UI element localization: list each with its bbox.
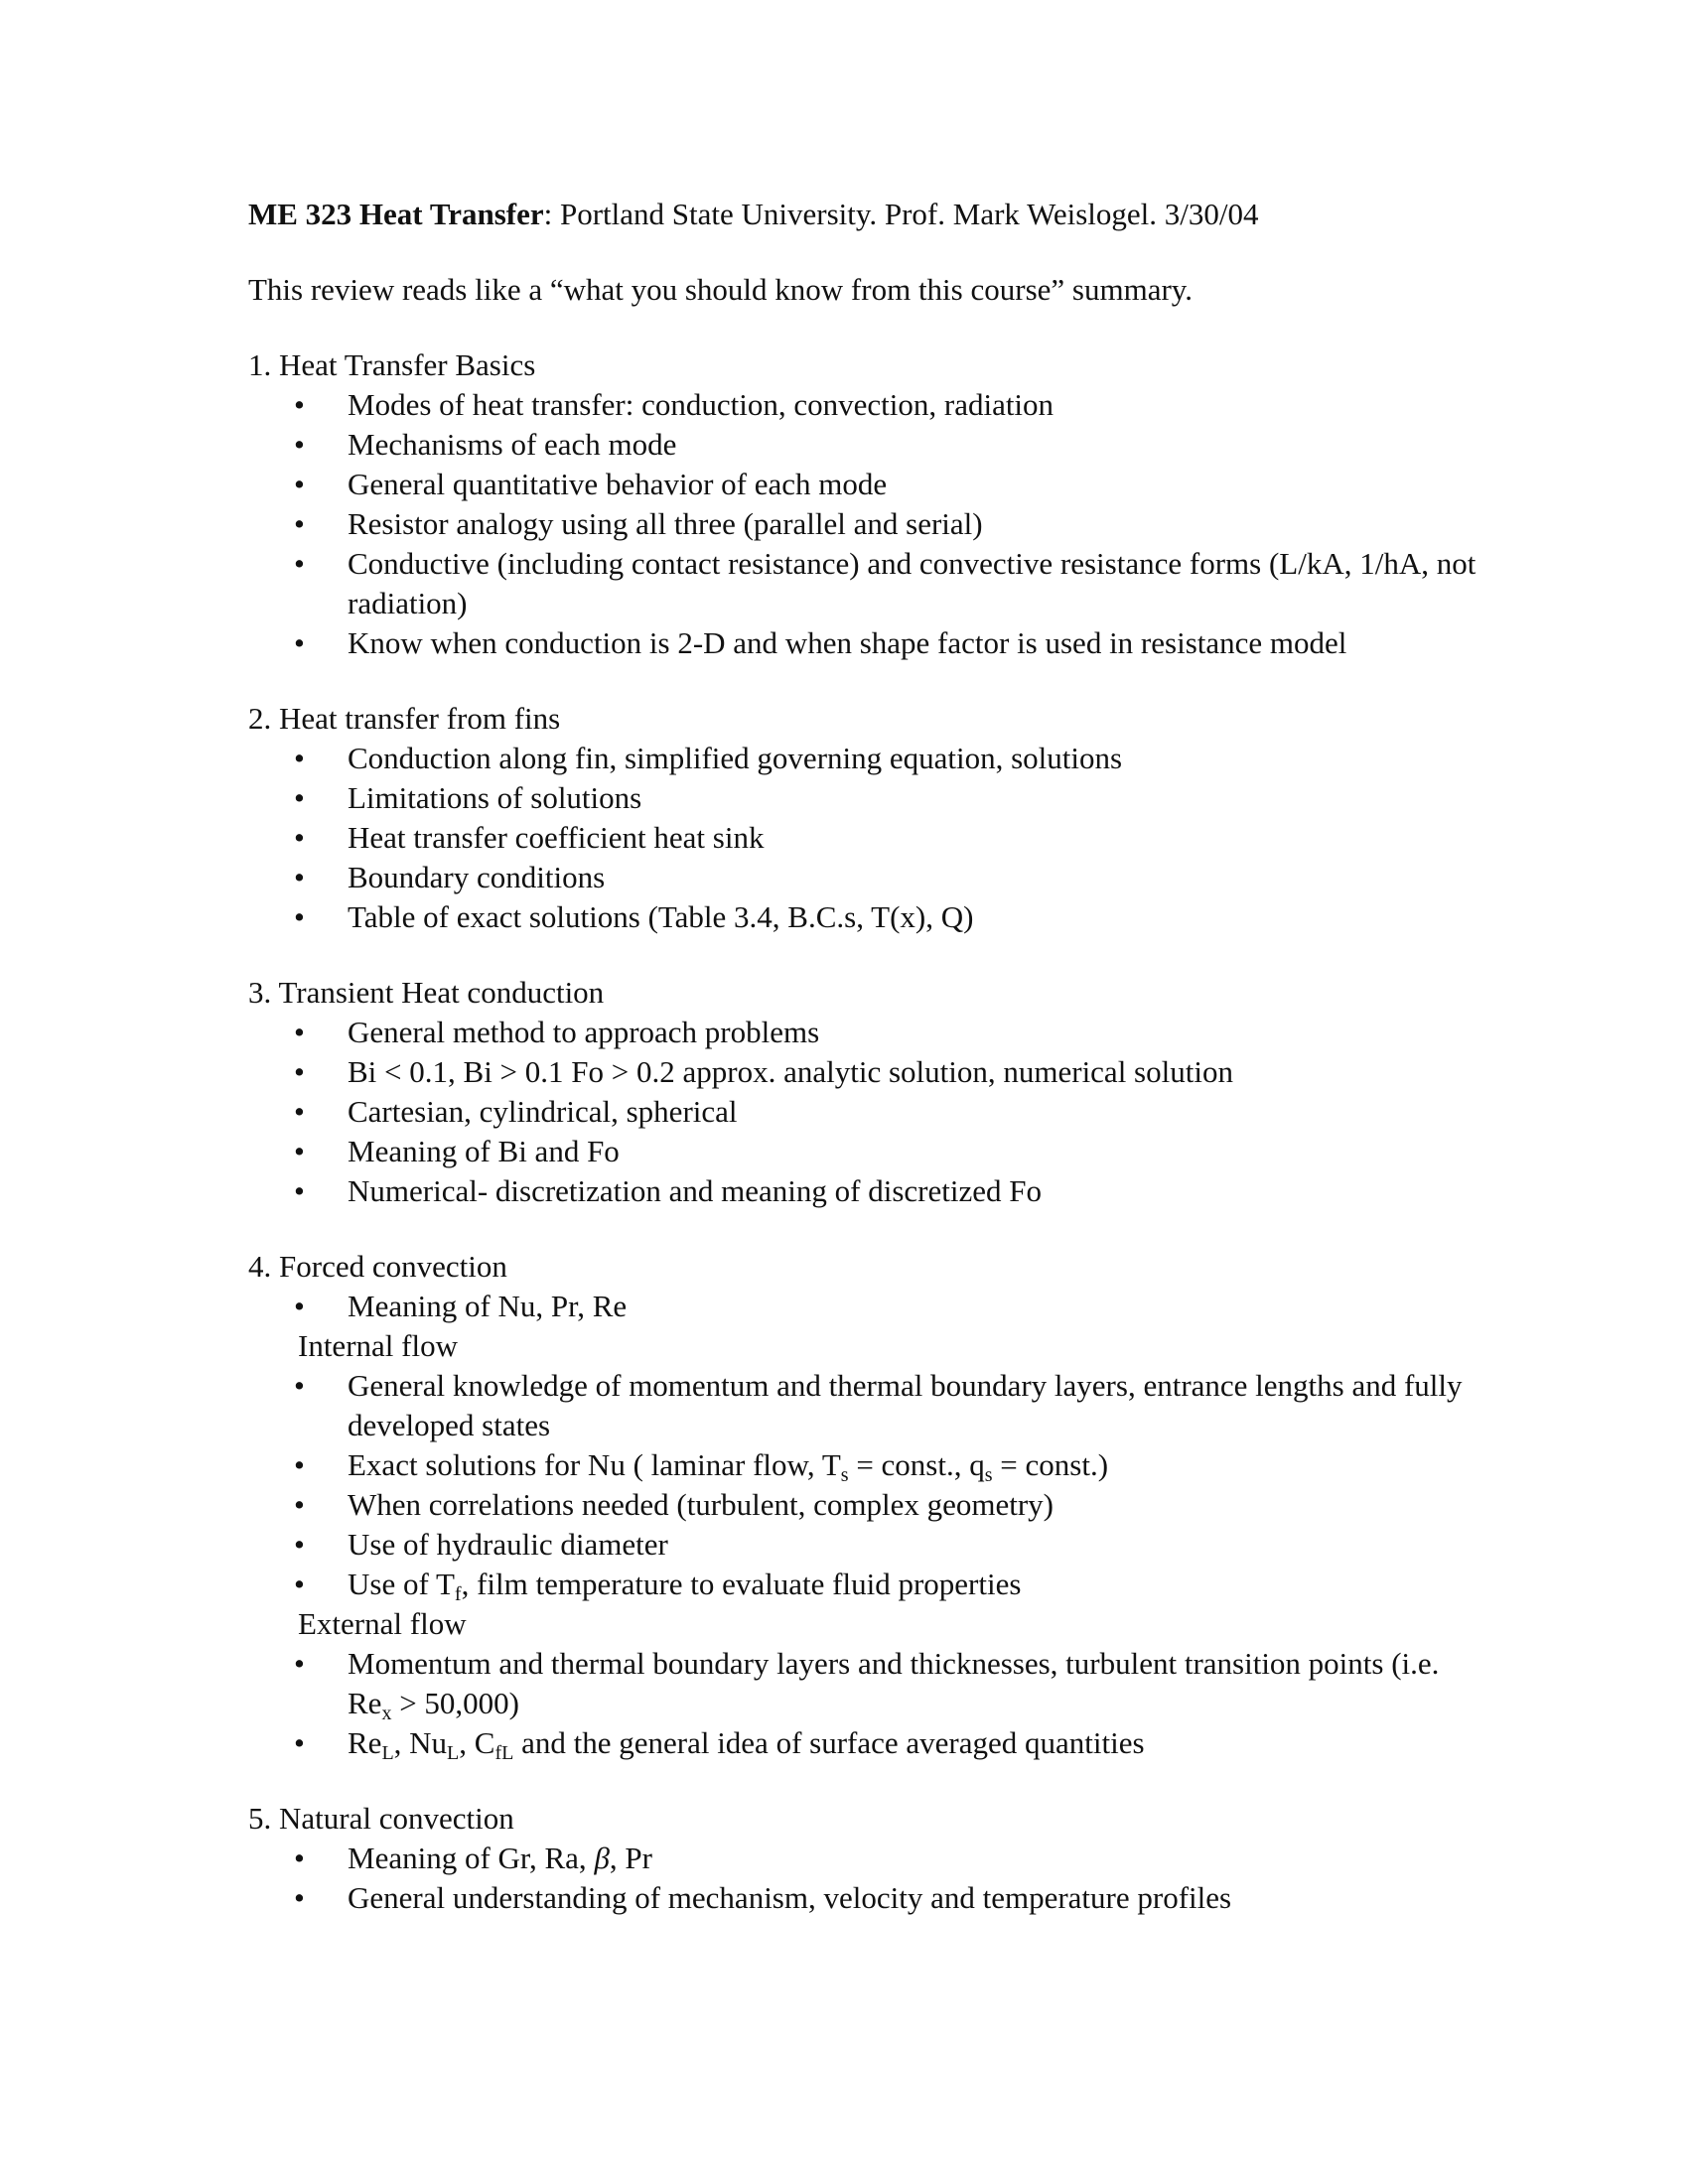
section-forced-convection: [248, 1247, 1479, 1763]
bullet-icon: •: [294, 1054, 305, 1089]
bullet-icon: •: [294, 1567, 305, 1601]
list-item-text: General method to approach problems: [348, 1015, 820, 1049]
document-page: [248, 195, 1479, 1954]
bullet-icon: •: [294, 625, 305, 660]
list-item-text: [348, 1841, 652, 1875]
bullet-icon: •: [294, 467, 305, 501]
list-item: [248, 1171, 1479, 1211]
list-item-text: Meaning of Bi and Fo: [348, 1134, 620, 1168]
list-item: [248, 1366, 1479, 1445]
list-item: [248, 1723, 1479, 1763]
intro-paragraph: This review reads like a “what you should know from this course” summary.: [248, 272, 1194, 307]
subscript: s: [984, 1464, 993, 1486]
bullet-list: [248, 1644, 1479, 1763]
bullet-icon: •: [294, 1880, 305, 1915]
list-item-text: Limitations of solutions: [348, 780, 642, 815]
list-item-text: [348, 1567, 1022, 1605]
list-item-text: General quantitative behavior of each mode: [348, 467, 888, 501]
bullet-icon: •: [294, 780, 305, 815]
subscript: s: [840, 1464, 849, 1486]
list-item: [248, 1485, 1479, 1525]
text-fragment: , film temperature to evaluate fluid properties: [461, 1567, 1022, 1601]
beta-symbol: β: [594, 1841, 610, 1875]
text-fragment: , Pr: [609, 1841, 652, 1875]
text-fragment: and the general idea of surface averaged quantities: [513, 1725, 1145, 1760]
bullet-list: [248, 385, 1479, 663]
subscript: fL: [494, 1742, 514, 1764]
list-item-text: Table of exact solutions (Table 3.4, B.C.s, T(x), Q): [348, 899, 974, 934]
course-title: ME 323 Heat Transfer: [248, 197, 544, 231]
bullet-icon: •: [294, 1487, 305, 1522]
text-fragment: Re: [348, 1725, 382, 1760]
bullet-icon: •: [294, 1646, 305, 1681]
bullet-icon: •: [294, 860, 305, 894]
text-fragment: , C: [459, 1725, 495, 1760]
text-fragment: Momentum and thermal boundary layers and thicknesses, turbulent transition points (i.e. Re: [348, 1646, 1440, 1720]
list-item-text: Use of hydraulic diameter: [348, 1527, 668, 1562]
list-item: [248, 818, 1479, 858]
list-item: [248, 504, 1479, 544]
subscript: L: [381, 1742, 394, 1764]
bullet-list: [248, 1013, 1479, 1211]
list-item-text: Modes of heat transfer: conduction, convection, radiation: [348, 387, 1055, 422]
list-item: [248, 858, 1479, 897]
list-item: [248, 1839, 1479, 1878]
list-item: [248, 1525, 1479, 1565]
list-item: [248, 544, 1479, 623]
bullet-icon: •: [294, 387, 305, 422]
subscript: f: [454, 1583, 462, 1605]
text-fragment: Meaning of Gr, Ra,: [348, 1841, 595, 1875]
bullet-icon: •: [294, 1015, 305, 1049]
section-title: 3. Transient Heat conduction: [248, 975, 605, 1010]
bullet-icon: •: [294, 427, 305, 462]
text-fragment: = const.): [992, 1447, 1109, 1482]
bullet-icon: •: [294, 1289, 305, 1323]
list-item-text: [348, 1447, 1109, 1486]
bullet-icon: •: [294, 1173, 305, 1208]
document-header: [248, 195, 1479, 234]
text-fragment: Exact solutions for Nu ( laminar flow, T: [348, 1447, 841, 1482]
bullet-icon: •: [294, 820, 305, 855]
section-title: 1. Heat Transfer Basics: [248, 347, 536, 382]
list-item: [248, 739, 1479, 778]
section-title: 4. Forced convection: [248, 1249, 507, 1284]
subscript: x: [381, 1703, 392, 1724]
subheading-external-flow: External flow: [298, 1606, 467, 1641]
section-title: 5. Natural convection: [248, 1801, 514, 1836]
bullet-list: [248, 1287, 1479, 1326]
list-item-text: [348, 1646, 1440, 1724]
bullet-icon: •: [294, 1134, 305, 1168]
list-item: [248, 623, 1479, 663]
bullet-icon: •: [294, 741, 305, 775]
list-item: [248, 778, 1479, 818]
text-fragment: , Nu: [393, 1725, 448, 1760]
list-item: [248, 1878, 1479, 1918]
bullet-icon: •: [294, 1094, 305, 1129]
bullet-icon: •: [294, 546, 305, 581]
bullet-icon: •: [294, 1447, 305, 1482]
list-item: [248, 425, 1479, 465]
section-transient-conduction: [248, 973, 1479, 1211]
list-item: [248, 1644, 1479, 1723]
bullet-icon: •: [294, 1725, 305, 1760]
list-item-text: Mechanisms of each mode: [348, 427, 677, 462]
list-item: [248, 385, 1479, 425]
bullet-icon: •: [294, 1368, 305, 1403]
list-item-text: Conductive (including contact resistance) and convective resistance forms (L/kA, 1/hA, not radiation): [348, 546, 1477, 620]
bullet-icon: •: [294, 1841, 305, 1875]
bullet-list: [248, 739, 1479, 937]
list-item: [248, 1287, 1479, 1326]
text-fragment: Use of T: [348, 1567, 455, 1601]
text-fragment: > 50,000): [391, 1686, 519, 1720]
list-item-text: Heat transfer coefficient heat sink: [348, 820, 765, 855]
list-item: [248, 1092, 1479, 1132]
list-item: [248, 465, 1479, 504]
list-item: [248, 897, 1479, 937]
text-fragment: = const., q: [848, 1447, 985, 1482]
section-heat-transfer-basics: [248, 345, 1479, 663]
list-item-text: General understanding of mechanism, velocity and temperature profiles: [348, 1880, 1232, 1915]
section-natural-convection: [248, 1799, 1479, 1918]
list-item-text: When correlations needed (turbulent, complex geometry): [348, 1487, 1055, 1522]
list-item: [248, 1052, 1479, 1092]
subscript: L: [447, 1742, 460, 1764]
bullet-icon: •: [294, 1527, 305, 1562]
section-fins: [248, 699, 1479, 937]
list-item-text: Numerical- discretization and meaning of discretized Fo: [348, 1173, 1042, 1208]
list-item-text: General knowledge of momentum and thermal boundary layers, entrance lengths and fully developed states: [348, 1368, 1463, 1442]
list-item-text: [348, 1725, 1145, 1764]
bullet-list: [248, 1366, 1479, 1604]
bullet-list: [248, 1839, 1479, 1918]
list-item-text: Meaning of Nu, Pr, Re: [348, 1289, 628, 1323]
list-item-text: Cartesian, cylindrical, spherical: [348, 1094, 738, 1129]
list-item: [248, 1565, 1479, 1604]
bullet-icon: •: [294, 506, 305, 541]
list-item-text: Bi < 0.1, Bi > 0.1 Fo > 0.2 approx. analytic solution, numerical solution: [348, 1054, 1233, 1089]
list-item-text: Conduction along fin, simplified governing equation, solutions: [348, 741, 1123, 775]
list-item: [248, 1132, 1479, 1171]
list-item-text: Know when conduction is 2-D and when shape factor is used in resistance model: [348, 625, 1347, 660]
header-details: : Portland State University. Prof. Mark Weislogel. 3/30/04: [543, 197, 1259, 231]
list-item-text: Resistor analogy using all three (parallel and serial): [348, 506, 983, 541]
list-item: [248, 1445, 1479, 1485]
list-item: [248, 1013, 1479, 1052]
section-title: 2. Heat transfer from fins: [248, 701, 561, 736]
bullet-icon: •: [294, 899, 305, 934]
list-item-text: Boundary conditions: [348, 860, 606, 894]
subheading-internal-flow: Internal flow: [298, 1328, 458, 1363]
